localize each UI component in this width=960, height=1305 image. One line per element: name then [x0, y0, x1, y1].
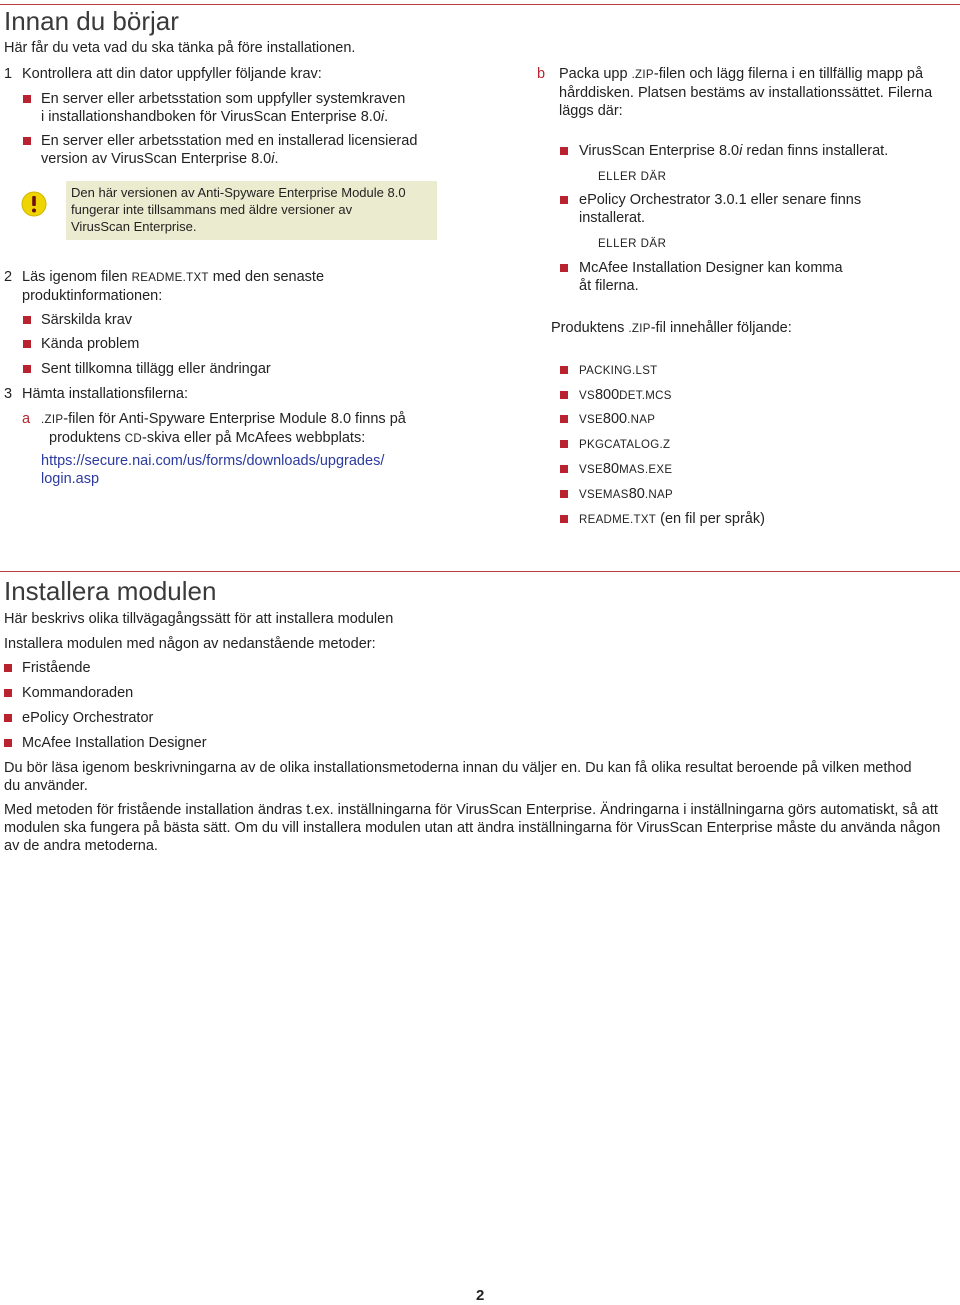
list-item-line: En server eller arbetsstation med en installerad licensierad [41, 133, 418, 149]
page-number: 2 [476, 1287, 485, 1304]
section2-intro: Här beskrivs olika tillvägagångssätt för att installera modulen [4, 611, 394, 627]
list-item [41, 90, 405, 126]
section-rule-top [0, 4, 960, 5]
bullet-icon [23, 95, 31, 103]
bullet-icon [560, 264, 568, 272]
list-item: Särskilda krav [41, 312, 133, 328]
note-line: Den här versionen av Anti-Spyware Enterprise Module 8.0 [71, 185, 406, 200]
substep-b-line: Packa upp .ZIP-filen och lägg filerna i en tillfällig mapp på [559, 66, 924, 82]
bullet-icon [4, 689, 12, 697]
bullet-icon [560, 465, 568, 473]
step-1-text: Kontrollera att din dator uppfyller följande krav: [22, 66, 322, 82]
method-item: Kommandoraden [22, 685, 134, 701]
warning-icon [21, 191, 47, 217]
substep-b-line: läggs där: [559, 103, 623, 119]
list-item [41, 132, 417, 168]
bullet-icon [4, 739, 12, 747]
bullet-icon [23, 137, 31, 145]
substep-letter-a: a [22, 411, 31, 427]
step-2-line: produktinformationen: [22, 288, 163, 304]
section-title-installera: Installera modulen [4, 576, 217, 606]
step-number-3: 3 [4, 386, 13, 402]
list-item-line: version av VirusScan Enterprise 8.0i. [41, 151, 279, 167]
contents-lead: Produktens .ZIP-fil innehåller följande: [551, 320, 792, 336]
bullet-icon [4, 664, 12, 672]
file-item: VSE80MAS.EXE [579, 461, 673, 477]
section2-lead: Installera modulen med någon av nedanstående metoder: [4, 636, 376, 652]
list-item-line: åt filerna. [579, 278, 639, 294]
paragraph-line: av de andra metoderna. [4, 838, 158, 854]
download-link-line[interactable]: https://secure.nai.com/us/forms/downloads/upgrades/ [41, 453, 385, 469]
list-item-line: McAfee Installation Designer kan komma [579, 260, 843, 276]
list-item: VirusScan Enterprise 8.0i redan finns installerat. [579, 143, 889, 159]
paragraph-line: Med metoden för fristående installation ändras t.ex. inställningarna för VirusScan Enterprise. Ändringarna i inställningarna görs automatiskt, så att [4, 802, 938, 818]
file-item: VSEMAS80.NAP [579, 486, 673, 502]
step-number-1: 1 [4, 66, 13, 82]
bullet-icon [560, 440, 568, 448]
substep-a-text [41, 410, 406, 448]
step-3-text: Hämta installationsfilerna: [22, 386, 189, 402]
bullet-icon [560, 391, 568, 399]
note-line: fungerar inte tillsammans med äldre versioner av [71, 202, 353, 217]
paragraph-line: du använder. [4, 778, 88, 794]
bullet-icon [560, 366, 568, 374]
list-item-line: installerat. [579, 210, 646, 226]
paragraph-line: Du bör läsa igenom beskrivningarna av de olika installationsmetoderna innan du väljer en. Du kan få olika resultat beroende på vilken method [4, 760, 912, 776]
filename-readme: README.TXT [131, 272, 209, 284]
bullet-icon [560, 196, 568, 204]
step-2-line: Läs igenom filen README.TXT med den senaste [22, 269, 325, 285]
bullet-icon [4, 714, 12, 722]
list-item: Kända problem [41, 336, 140, 352]
file-item: VS800DET.MCS [579, 387, 672, 403]
method-item: Fristående [22, 660, 91, 676]
step-2-text [22, 268, 324, 305]
file-item: PKGCATALOG.Z [579, 439, 671, 451]
bullet-icon [560, 490, 568, 498]
list-item-line: i installationshandboken för VirusScan Enterprise 8.0i. [41, 109, 389, 125]
bullet-icon [23, 340, 31, 348]
download-link[interactable] [41, 452, 384, 488]
list-item-line: ePolicy Orchestrator 3.0.1 eller senare finns [579, 192, 862, 208]
file-item: PACKING.LST [579, 365, 658, 377]
note-text [71, 184, 406, 235]
paragraph-line: modulen ska fungera på bästa sätt. Om du vill installera modulen utan att ändra inställningarna för VirusScan Enterprise måste du använda någon [4, 820, 941, 836]
list-item-line: En server eller arbetsstation som uppfyller systemkraven [41, 91, 406, 107]
paragraph-methods [4, 759, 954, 795]
bullet-icon [23, 316, 31, 324]
section-rule-middle [0, 571, 960, 572]
section-title-innan: Innan du börjar [4, 6, 179, 36]
list-item [579, 259, 843, 295]
or-label: ELLER DÄR [598, 171, 667, 183]
file-item: README.TXT (en fil per språk) [579, 511, 765, 527]
list-item [579, 191, 861, 227]
substep-letter-b: b [537, 66, 546, 82]
section-intro: Här får du veta vad du ska tänka på före installationen. [4, 40, 356, 56]
download-link-line[interactable]: login.asp [41, 471, 100, 487]
paragraph-standalone [4, 801, 954, 855]
note-line: VirusScan Enterprise. [71, 219, 197, 234]
method-item: ePolicy Orchestrator [22, 710, 154, 726]
substep-b-line: hårddisken. Platsen bestäms av installationssättet. Filerna [559, 85, 933, 101]
step-number-2: 2 [4, 269, 13, 285]
or-label: ELLER DÄR [598, 238, 667, 250]
substep-b-text [559, 65, 932, 120]
file-item: VSE800.NAP [579, 411, 656, 427]
bullet-icon [560, 515, 568, 523]
bullet-icon [560, 147, 568, 155]
method-item: McAfee Installation Designer [22, 735, 207, 751]
substep-a-line: .ZIP-filen för Anti-Spyware Enterprise Module 8.0 finns på [41, 411, 406, 427]
bullet-icon [560, 415, 568, 423]
substep-a-line: produktens CD-skiva eller på McAfees webbplats: [49, 430, 366, 446]
bullet-icon [23, 365, 31, 373]
list-item: Sent tillkomna tillägg eller ändringar [41, 361, 271, 377]
